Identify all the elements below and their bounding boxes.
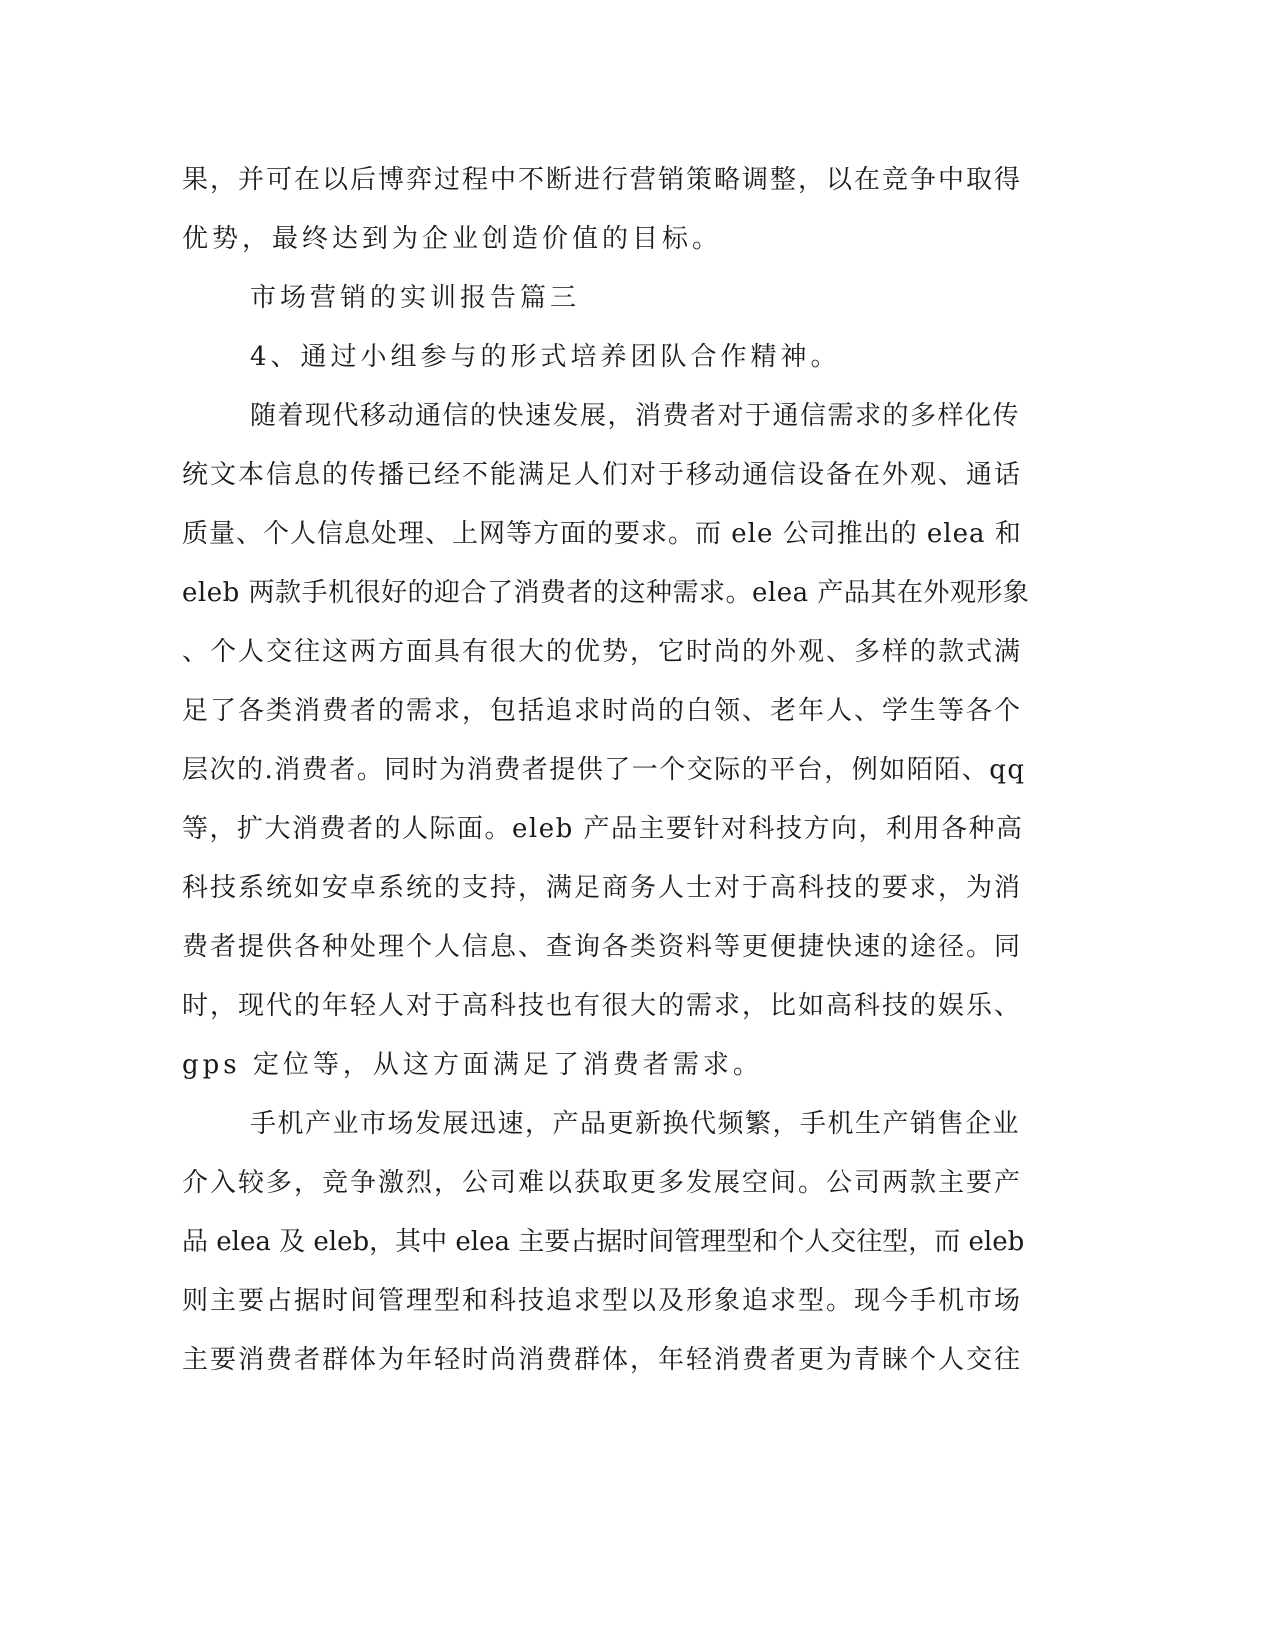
paragraph-line: 优势，最终达到为企业创造价值的目标。 — [182, 224, 723, 254]
paragraph-line: 质量、个人信息处理、上网等方面的要求。而 ele 公司推出的 elea 和 — [182, 519, 1022, 549]
paragraph-line: 随着现代移动通信的快速发展，消费者对于通信需求的多样化传 — [250, 401, 1021, 431]
paragraph-line: 足了各类消费者的需求，包括追求时尚的白领、老年人、学生等各个 — [182, 696, 1023, 726]
paragraph-line: 等，扩大消费者的人际面。eleb 产品主要针对科技方向，利用各种高 — [182, 814, 1024, 844]
paragraph-line: 品 elea 及 eleb，其中 elea 主要占据时间管理型和个人交往型，而 eleb — [182, 1227, 1025, 1257]
paragraph-line: 时，现代的年轻人对于高科技也有很大的需求，比如高科技的娱乐、 — [182, 991, 1023, 1021]
paragraph-line: gps 定位等，从这方面满足了消费者需求。 — [182, 1050, 763, 1080]
paragraph-line: 介入较多，竞争激烈，公司难以获取更多发展空间。公司两款主要产 — [182, 1168, 1023, 1198]
paragraph-line: 则主要占据时间管理型和科技追求型以及形象追求型。现今手机市场 — [182, 1286, 1023, 1316]
paragraph-line: 费者提供各种处理个人信息、查询各类资料等更便捷快速的途径。同 — [182, 932, 1023, 962]
paragraph-line: 果，并可在以后博弈过程中不断进行营销策略调整，以在竞争中取得 — [182, 165, 1023, 195]
paragraph-line: eleb 两款手机很好的迎合了消费者的这种需求。elea 产品其在外观形象 — [182, 578, 1030, 608]
section-heading: 市场营销的实训报告篇三 — [250, 283, 581, 313]
paragraph-line: 统文本信息的传播已经不能满足人们对于移动通信设备在外观、通话 — [182, 460, 1023, 490]
paragraph-line: 、个人交往这两方面具有很大的优势，它时尚的外观、多样的款式满 — [182, 637, 1023, 667]
paragraph-line: 主要消费者群体为年轻时尚消费群体，年轻消费者更为青睐个人交往 — [182, 1345, 1023, 1375]
paragraph-line: 科技系统如安卓系统的支持，满足商务人士对于高科技的要求，为消 — [182, 873, 1023, 903]
paragraph-line: 层次的.消费者。同时为消费者提供了一个交际的平台，例如陌陌、qq — [182, 755, 1026, 785]
paragraph-line: 手机产业市场发展迅速，产品更新换代频繁，手机生产销售企业 — [250, 1109, 1021, 1139]
list-item: 4、通过小组参与的形式培养团队合作精神。 — [250, 342, 841, 372]
